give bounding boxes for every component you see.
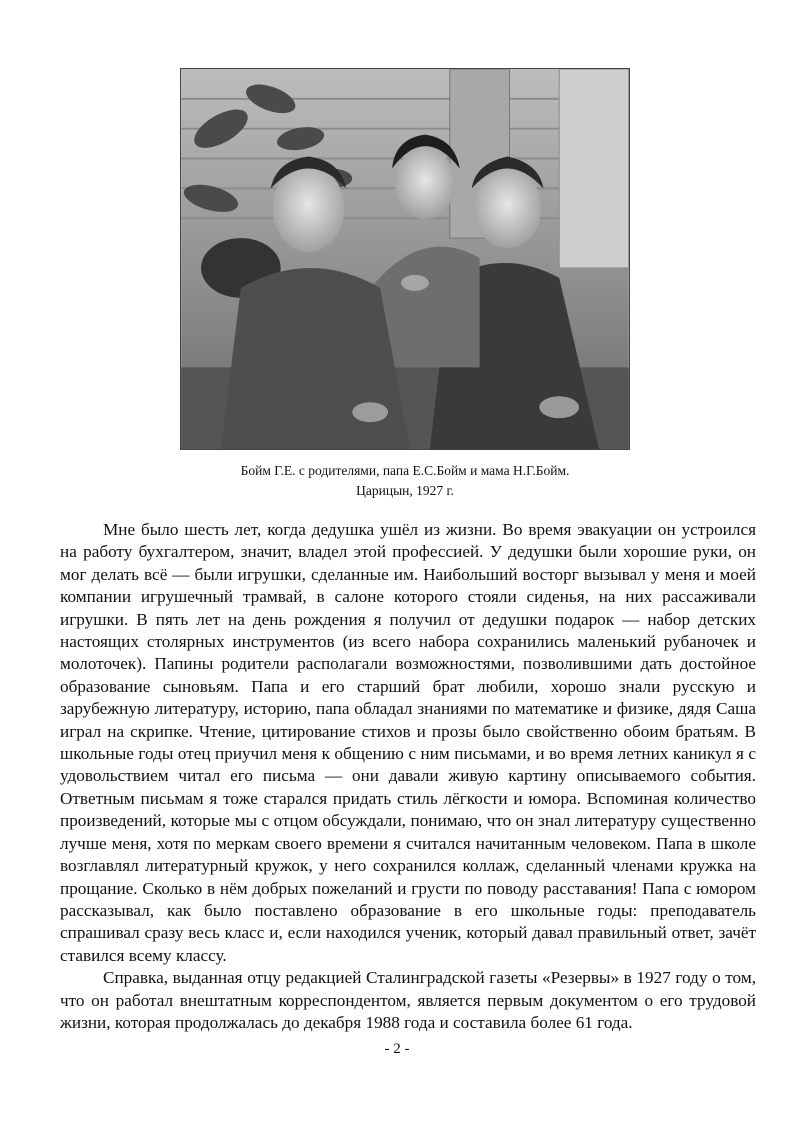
photo-caption (100, 461, 710, 501)
photo-image (181, 69, 629, 449)
article-body (60, 519, 756, 1034)
page-number: - 2 - (384, 1041, 410, 1057)
paragraph-2: Справка, выданная отцу редакцией Сталинградской газеты «Резервы» в 1927 году о том, что он работал внештатным корреспондентом, является первым документом о его трудовой жизни, которая продолжалась до декабря 1988 года и составила более 61 года. (60, 968, 756, 1032)
caption-line-2: Царицын, 1927 г. (356, 483, 454, 498)
caption-line-1: Бойм Г.Е. с родителями, папа Е.С.Бойм и мама Н.Г.Бойм. (240, 463, 570, 478)
paragraph-1: Мне было шесть лет, когда дедушка ушёл из жизни. Во время эвакуации он устроился на работу бухгалтером, значит, владел этой профессией. У дедушки были хорошие руки, он мог делать всё — были игрушки, сделанные им. Наибольший восторг вызывал у меня и моей компании игрушечный трамвай, в салоне которого стояли сиденья, на них рассаживали игрушки. В пять лет на день рождения я получил от дедушки подарок — набор детских настоящих столярных инструментов (из всего набора сохранились маленький рубаночек и молоточек). Папины родители располагали возможностями, позволившими дать достойное образование сыновьям. Папа и его старший брат любили, хорошо знали русскую и зарубежную литературу, историю, папа обладал знаниями по математике и физике, дядя Саша играл на скрипке. Чтение, цитирование стихов и прозы было свойственно обоим братьям. В школьные годы отец приучил меня к общению с ним письмами, и во время летних каникул я с удовольствием читал его письма — они давали живую картину описываемого события. Ответным письмам я тоже старался придать стиль лёгкости и юмора. Вспоминая количество произведений, которые мы с отцом обсуждали, понимаю, что он знал литературу существенно лучше меня, хотя по меркам своего времени я считался начитанным человеком. Папа в школе возглавлял литературный кружок, у него сохранился коллаж, сделанный членами кружка на прощание. Сколько в нём добрых пожеланий и грусти по поводу расставания! Папа с юмором рассказывал, как было поставлено образование в его школьные годы: преподаватель спрашивал сразу весь класс и, если находился ученик, который давал правильный ответ, зачёт ставился всему классу. (60, 520, 756, 965)
family-photo (180, 68, 630, 450)
